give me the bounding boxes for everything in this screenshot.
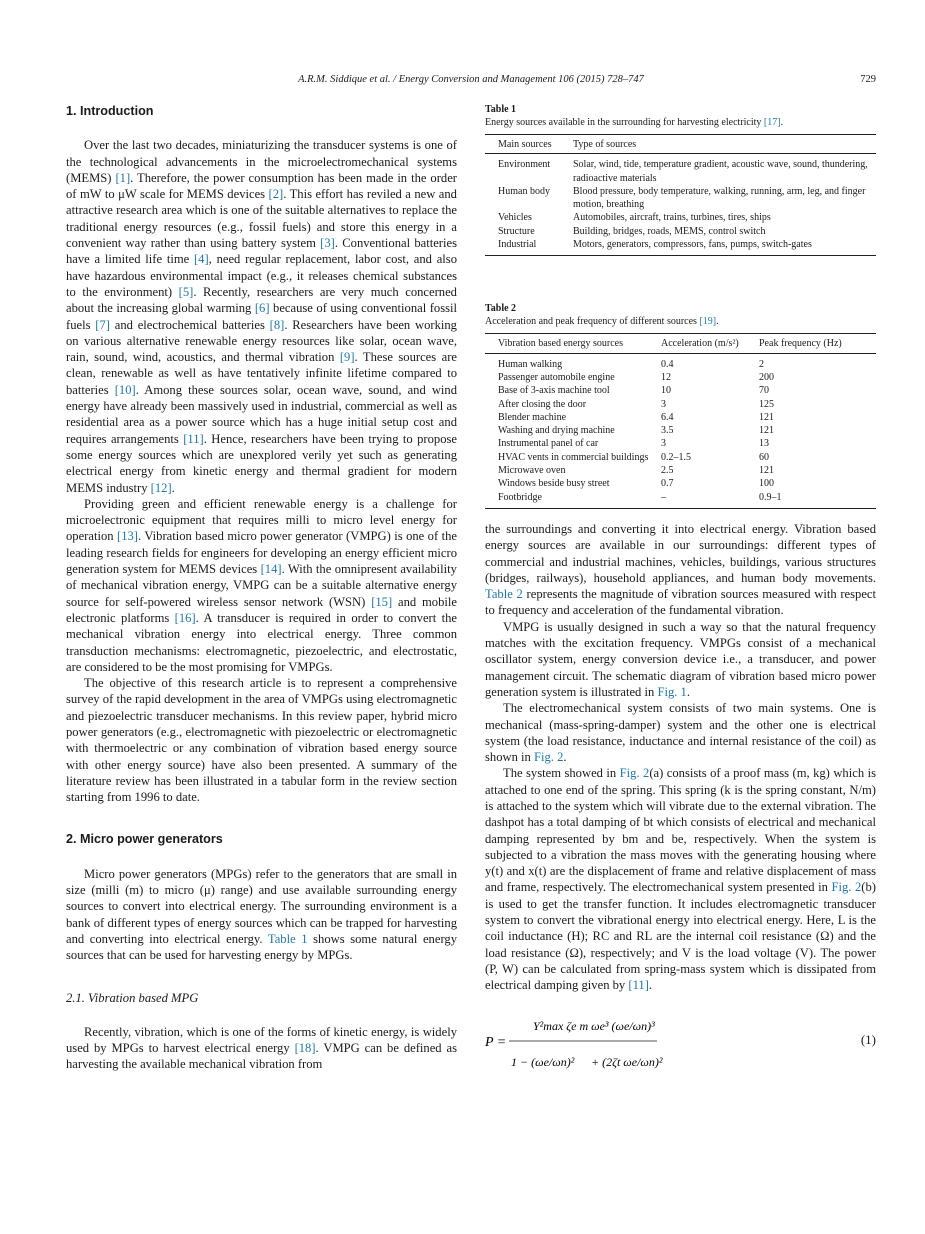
table-cell: 0.7	[661, 478, 674, 490]
mpg-paragraph	[66, 866, 457, 964]
citation-link[interactable]: [10]	[114, 382, 136, 397]
citation-link[interactable]: [5]	[178, 284, 194, 299]
text: . Hence, researchers have been trying to propose some energy sources which are unexplored verily yet such as generating electrical energy from kinetic energy and thermal gradient for modern MEMS industry	[66, 431, 457, 495]
text: Recently, vibration, which is one of the forms of kinetic energy, is widely used by MPGs to harvest electrical energy	[66, 1024, 457, 1056]
intro-paragraph-3: The objective of this research article is to represent a comprehensive survey of the rapid development in the area of VMPGs using electromagnetic and piezoelectric transducer mechanisms. In this review paper, hybrid micro power generators (e.g., electromagnetic with piezoelectric or electromagnetic with thermoelectric or any combination of vibration based energy source with other energy source) have also been presented. A summary of the literature review has been illustrated in a tabular form in the review section starting from 1996 to date.	[66, 676, 457, 805]
table-cell: After closing the door	[498, 398, 587, 410]
table-2-label: Table 2	[485, 303, 517, 315]
table-cell: 0.9–1	[759, 491, 782, 503]
table-row	[485, 477, 876, 490]
table-header-row	[485, 334, 876, 353]
table-row	[485, 185, 876, 212]
table-header-cell: Type of sources	[573, 139, 637, 150]
table-link[interactable]: Table 2	[485, 587, 523, 602]
text: . Researchers have been working on various alternative renewable energy resources like solar, ocean wave, rain, sound, wind, acoustics, and thermal vibration	[66, 317, 457, 365]
citation-link[interactable]: [2]	[268, 187, 284, 202]
text: . Conventional batteries have a limited life time	[66, 236, 457, 267]
citation-link[interactable]: [15]	[371, 594, 393, 609]
citation-link[interactable]: [11]	[628, 978, 649, 993]
table-cell: 3	[661, 398, 666, 410]
period: .	[716, 316, 719, 328]
text: VMPG is usually designed in such a way so that the natural frequency matches with the excitation frequency. VMPGs consist of a mechanical oscillator system, energy conversion device i.e., a transducer, and power management circuit. The schematic diagram of vibration based micro power generation system is illustrated in	[485, 619, 876, 699]
citation-link[interactable]: [7]	[95, 317, 110, 332]
text: . These sources are clean, renewable as well as have tentatively infinite lifetime compared to batteries	[66, 350, 457, 397]
table-cell: HVAC vents in commercial buildings	[498, 451, 649, 463]
table-cell: 60	[759, 451, 769, 463]
text: . Vibration based micro power generator (VMPG) is one of the leading research fields for engineers for developing an energy efficient micro generation system for MEMS devices	[66, 529, 457, 577]
table-row	[485, 437, 876, 450]
table-row	[485, 384, 876, 397]
equation-number: (1)	[860, 1031, 876, 1047]
text: . This effort has reviled a new and attractive research area which is one of the suitable alternatives to replace the traditional energy resources (e.g., fossil fuels) and store this energy in a convenient way rather than using battery system	[66, 187, 457, 251]
figure-link[interactable]: Fig. 2	[533, 750, 564, 765]
intro-paragraph-1	[66, 137, 457, 496]
citation-link[interactable]: [17]	[763, 117, 781, 128]
table-cell: Washing and drying machine	[498, 425, 615, 437]
table-header-cell: Acceleration (m/s²)	[661, 338, 739, 350]
text: . A transducer is required in order to convert the mechanical vibration energy into electrical energy. Three common transduction mechanisms: electromagnetic, piezoelectric, and electrostatic, are considered to be the most promising for VMPGs.	[66, 610, 457, 674]
table-1	[485, 134, 876, 256]
table-cell: Footbridge	[498, 491, 542, 503]
equation-lhs: P =	[485, 1034, 507, 1050]
vmpg-continued-paragraph	[485, 521, 876, 619]
table-link[interactable]: Table 1	[267, 931, 308, 946]
figure-link[interactable]: Fig. 1	[657, 684, 687, 699]
text: The electromechanical system consists of two main systems. One is mechanical (mass-spring-damper) system and the other one is electrical system (the load resistance, inductance and internal resistance of the coil) as shown in	[485, 701, 876, 765]
table-cell: Instrumental panel of car	[498, 438, 599, 450]
table-cell: Solar, wind, tide, temperature gradient, acoustic wave, sound, thundering, radioactive materials	[573, 159, 868, 184]
table-cell: 70	[759, 385, 769, 397]
figure-link[interactable]: Fig. 2	[831, 880, 862, 895]
text: . Recently, researchers are very much concerned about the increasing global warming	[66, 284, 457, 316]
table-cell: 121	[759, 465, 774, 477]
page-number: 729	[860, 74, 876, 85]
text: Over the last two decades, miniaturizing the transducer systems is one of the technological advancements in the microelectromechanical systems (MEMS)	[66, 138, 457, 185]
section-1-heading: 1. Introduction	[66, 104, 154, 118]
table-row	[485, 424, 876, 437]
table-cell: Human walking	[498, 358, 563, 370]
table-cell: 0.4	[661, 358, 674, 370]
text: .	[563, 750, 567, 765]
text: . Therefore, the power consumption has been made in the order of mW to μW scale for MEMS devices	[66, 170, 457, 202]
citation-link[interactable]: [18]	[294, 1041, 316, 1056]
table-row	[485, 353, 876, 371]
table-cell: Windows beside busy street	[498, 478, 610, 490]
citation-link[interactable]: [16]	[174, 610, 196, 625]
table-cell: –	[661, 491, 666, 503]
table-cell: Passenger automobile engine	[498, 371, 615, 383]
table-cell: Environment	[498, 159, 551, 171]
table-cell: Base of 3-axis machine tool	[498, 385, 610, 397]
citation-link[interactable]: [1]	[115, 170, 131, 185]
table-cell: 0.2–1.5	[661, 451, 691, 463]
citation-link[interactable]: [14]	[260, 562, 282, 577]
citation-link[interactable]: [19]	[699, 316, 717, 328]
table-header-cell: Vibration based energy sources	[498, 338, 624, 350]
table-row	[485, 451, 876, 464]
table-cell: 200	[759, 371, 774, 383]
figure-link[interactable]: Fig. 2	[619, 766, 650, 781]
text: . With the omnipresent availability of mechanical vibration energy, VMPG can be a suitable alternative energy source for self-powered wireless sensor network (WSN)	[66, 562, 457, 609]
text: .	[648, 978, 653, 993]
citation-link[interactable]: [8]	[269, 317, 285, 332]
intro-paragraph-2	[66, 496, 457, 675]
equation-1-formula	[485, 1006, 785, 1078]
text: the surroundings and converting it into electrical energy. Vibration based energy sources are available in our surroundings: different types of commercial and industrial machines, vehicles, buildings, various structures (bridges, railways), household appliances, and human body movements.	[485, 521, 876, 585]
table-header-cell: Main sources	[498, 139, 552, 150]
table-cell: Automobiles, aircraft, trains, turbines, tires, ships	[573, 212, 771, 224]
citation-link[interactable]: [12]	[150, 480, 172, 495]
text: Micro power generators (MPGs) refer to the generators that are small in size (milli (m) to micro (μ) range) and use available surrounding energy sources to convert into electrical energy. The surrounding environment is a bank of different types of energy sources which can be trapped for harvesting and converting into electrical energy.	[66, 866, 457, 946]
table-row	[485, 491, 876, 509]
citation-link[interactable]: [3]	[320, 236, 335, 251]
running-title: A.R.M. Siddique et al. / Energy Conversion and Management 106 (2015) 728–747	[298, 74, 644, 85]
subsection-2-1-heading: 2.1. Vibration based MPG	[66, 990, 199, 1005]
equation-denominator-b: + (2ζt ωe/ωn)²	[591, 1054, 663, 1069]
table-cell: Vehicles	[498, 212, 532, 224]
text: represents the magnitude of vibration sources measured with respect to frequency and acceleration of the fundamental vibration.	[485, 587, 876, 618]
right-column	[485, 103, 876, 1213]
table-row	[485, 411, 876, 424]
citation-link[interactable]: [13]	[117, 529, 138, 544]
text: and mobile electronic platforms	[66, 594, 457, 625]
table-cell: Structure	[498, 225, 535, 237]
citation-link[interactable]: [9]	[339, 350, 355, 365]
text: The system showed in	[503, 766, 620, 781]
table-cell: 121	[759, 411, 774, 423]
equation-numerator: Y²max ζe m ωe³ (ωe/ωn)³	[533, 1018, 655, 1033]
table-cell: Building, bridges, roads, MEMS, control switch	[573, 225, 766, 237]
table-cell: 10	[661, 385, 671, 397]
table-header-row	[485, 135, 876, 154]
table-cell: 6.4	[661, 411, 674, 423]
text: .	[171, 480, 175, 495]
vmpg-paragraph	[66, 1024, 457, 1073]
table-row	[485, 154, 876, 185]
table-row	[485, 398, 876, 411]
table-cell: 12	[661, 371, 671, 383]
table-cell: Microwave oven	[498, 465, 566, 477]
table-cell: 2	[759, 358, 764, 370]
table-cell: Human body	[498, 185, 550, 197]
table-1-label: Table 1	[485, 104, 517, 115]
text: . VMPG can be defined as harvesting the available mechanical vibration from	[66, 1041, 457, 1072]
table-row	[485, 238, 876, 256]
table-row	[485, 225, 876, 238]
table-row	[485, 464, 876, 477]
left-column	[66, 103, 457, 1213]
design-paragraph	[485, 619, 876, 700]
period: .	[780, 117, 784, 128]
table-cell: Blood pressure, body temperature, walking, running, arm, leg, and finger motion, breathing	[573, 185, 866, 211]
equation-denominator-a: 1 − (ωe/ωn)²	[511, 1054, 575, 1069]
table-cell: 121	[759, 425, 774, 437]
text: shows some natural energy sources that can be used for harvesting energy by MPGs.	[66, 931, 457, 963]
text: . Among these sources solar, ocean wave, sound, and wind energy have already been massively used in industrial, commercial as well as residential area as a power source which has a huge initial setup cost and requires arrangements	[66, 382, 457, 446]
table-row	[485, 211, 876, 224]
table-cell: 2.5	[661, 465, 674, 477]
text: Providing green and efficient renewable energy is a challenge for microelectronic equipment that requires milli to micro level energy for operation	[66, 496, 457, 544]
section-2-heading: 2. Micro power generators	[66, 832, 223, 847]
table-2-caption	[485, 302, 876, 328]
citation-link[interactable]: [11]	[183, 431, 204, 446]
table-cell: 3	[661, 438, 666, 450]
table-cell: Industrial	[498, 239, 537, 251]
text: (a) consists of a proof mass (m, kg) which is attached to one end of the spring. This spring (k is the spring constant, N/m) is attached to the system which will vibrate due to the external vibration. The dashpot has a total damping of bt which consists of electrical and mechanical damping represented by bm and be, respectively. When the system is subjected to a vibration the mass moves with the generating housing where y(t) and x(t) are the displacement of frame and relative displacement of mass and frame, respectively. The electromechanical system presented in	[485, 766, 876, 895]
table-cell: 125	[759, 398, 774, 410]
table-1-caption	[485, 103, 876, 129]
equation-1	[485, 1006, 876, 1078]
table-2-caption-text: Acceleration and peak frequency of different sources	[485, 316, 700, 328]
text: (b) is used to get the transfer function. It includes electromagnetic transducer system to convert the vibrational energy into electrical energy. Here, L is the coil inductance (H); RC and RL are the internal coil resistance (Ω) and the load resistance (Ω), respectively; and V is the load voltage (V). The power (P, W) can be calculated from spring-mass system which is dissipated from electrical damping given by	[485, 880, 876, 993]
table-cell: 3.5	[661, 425, 674, 437]
system-paragraph	[485, 765, 876, 993]
table-cell: 100	[759, 478, 774, 490]
text: .	[686, 684, 690, 699]
running-header	[66, 74, 876, 90]
table-1-caption-text: Energy sources available in the surrounding for harvesting electricity	[485, 117, 764, 128]
table-2	[485, 333, 876, 509]
text: because of using conventional fossil fuels	[66, 301, 457, 332]
table-row	[485, 371, 876, 384]
citation-link[interactable]: [6]	[254, 301, 270, 316]
text: and electrochemical batteries	[109, 317, 270, 332]
table-cell: Blender machine	[498, 411, 567, 423]
citation-link[interactable]: [4]	[193, 252, 209, 267]
table-cell: 13	[759, 438, 769, 450]
table-header-cell: Peak frequency (Hz)	[759, 338, 842, 350]
text: , need regular replacement, labor cost, and also have hazardous environmental impact (e.g., it releases chemical substances to the environment)	[66, 252, 457, 299]
electromechanical-paragraph	[485, 700, 876, 765]
table-cell: Motors, generators, compressors, fans, pumps, switch-gates	[573, 239, 812, 251]
